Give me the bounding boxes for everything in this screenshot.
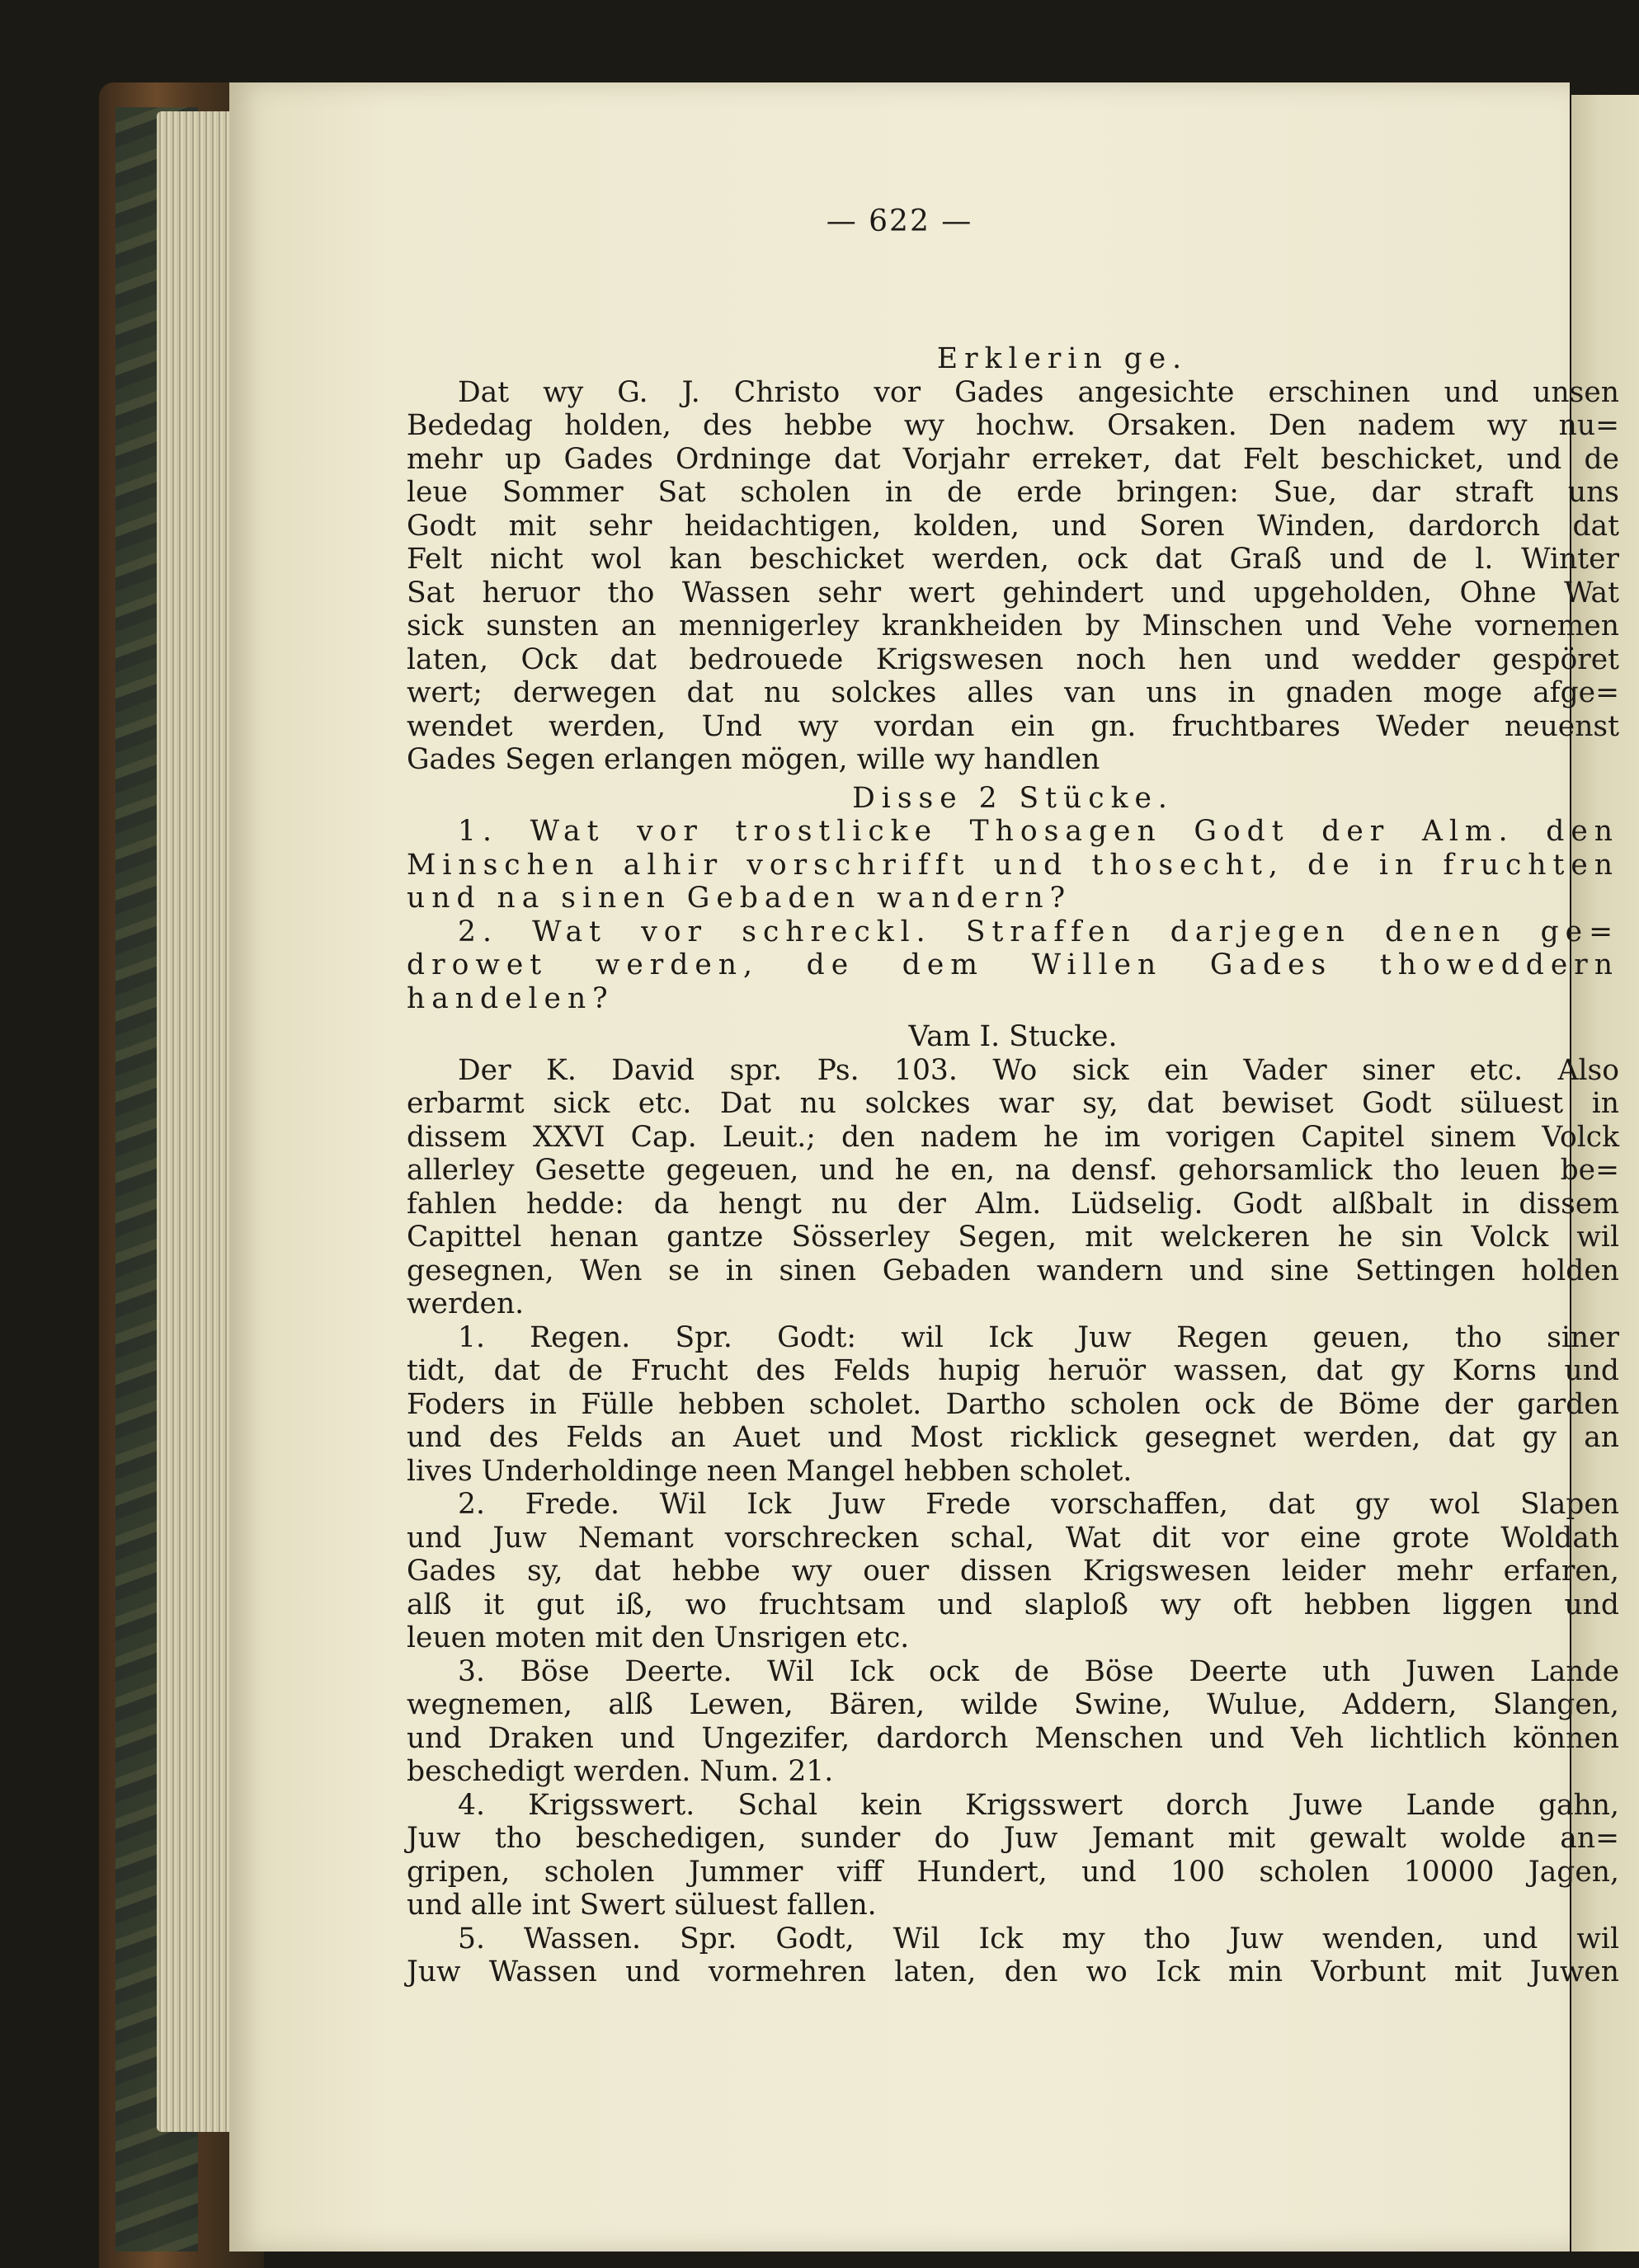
text-line: Dat wy G. J. Christo vor Gades angesichte erschinen und unsen: [458, 375, 1619, 409]
blessings-list: [407, 1321, 1619, 1989]
blessing-item: [407, 1789, 1619, 1922]
text-line: Minschen alhir vorschrifft und thosecht, de in fruchten: [407, 848, 1619, 882]
page-number: — 622 —: [826, 205, 973, 238]
text-line: sick sunsten an mennigerley krankheiden by Minschen und Vehe vornemen: [407, 609, 1619, 642]
text-line: allerley Gesette gegeuen, und he en, na densf. gehorsamlick tho leuen be=: [407, 1154, 1619, 1187]
blessing-item: [407, 1655, 1619, 1789]
text-line: Gades sy, dat hebbe wy ouer dissen Krigswesen leider mehr erfaren,: [407, 1555, 1619, 1588]
text-line: erbarmt sick etc. Dat nu solckes war sy, dat bewiset Godt süluest in: [407, 1087, 1619, 1120]
paragraph-2: [407, 1054, 1619, 1321]
text-line: Foders in Fülle hebben scholet. Dartho scholen ock de Böme der garden: [407, 1387, 1619, 1421]
text-line: tidt, dat de Frucht des Felds hupig heruör wassen, dat gy Korns und: [407, 1354, 1619, 1387]
text-line: Capittel henan gantze Sösserley Segen, mit welckeren he sin Volck wil: [407, 1221, 1619, 1254]
text-line: Juw tho beschedigen, sunder do Juw Jemant mit gewalt wolde an=: [407, 1822, 1619, 1855]
page-edges: [157, 111, 235, 2132]
text-line: beschedigt werden. Num. 21.: [407, 1755, 834, 1788]
text-line: gripen, scholen Jummer viff Hundert, und 100 scholen 10000 Jagen,: [407, 1855, 1619, 1889]
text-line: und Draken und Ungezifer, dardorch Menschen und Veh lichtlich können: [407, 1721, 1619, 1755]
text-line: 2. Frede. Wil Ick Juw Frede vorschaffen, dat gy wol Slapen: [458, 1488, 1619, 1521]
question-item: [407, 815, 1619, 915]
heading-erkleringe: Erklerin ge.: [936, 342, 1189, 375]
text-line: alß it gut iß, wo fruchtsam und slaploß wy oft hebben liggen und: [407, 1588, 1619, 1621]
text-line: Bededag holden, des hebbe wy hochw. Orsaken. Den nadem wy nu=: [407, 409, 1619, 442]
text-line: und na sinen Gebaden wandern?: [407, 882, 1072, 915]
blessing-item: [407, 1922, 1619, 1989]
text-line: Godt mit sehr heidachtigen, kolden, und Soren Winden, dardorch dat: [407, 509, 1619, 543]
heading-vam-stucke: Vam I. Stucke.: [908, 1020, 1118, 1053]
text-line: Der K. David spr. Ps. 103. Wo sick ein Vader siner etc. Also: [458, 1053, 1619, 1087]
text-line: fahlen hedde: da hengt nu der Alm. Lüdselig. Godt alßbalt in dissem: [407, 1187, 1619, 1221]
text-line: und Juw Nemant vorschrecken schal, Wat dit vor eine grote Woldath: [407, 1521, 1619, 1555]
text-line: wert; derwegen dat nu solckes alles van uns in gnaden moge afge=: [407, 676, 1619, 709]
text-line: Juw Wassen und vormehren laten, den wo Ick min Vorbunt mit Juwen: [407, 1955, 1619, 1988]
text-line: 2. Wat vor schreckl. Straffen darjegen denen ge=: [458, 915, 1619, 948]
text-line: lives Underholdinge neen Mangel hebben scholet.: [407, 1454, 1133, 1488]
question-item: [407, 915, 1619, 1016]
page-text: [407, 342, 1619, 1989]
text-line: und des Felds an Auet und Most ricklick gesegnet werden, dat gy an: [407, 1421, 1619, 1454]
paragraph-1: [407, 376, 1619, 777]
heading-disse-stucke: Disse 2 Stücke.: [852, 781, 1174, 815]
text-line: Felt nicht wol kan beschicket werden, ock dat Graß und de l. Winter: [407, 543, 1619, 576]
book-page: [229, 82, 1619, 2252]
text-line: 1. Wat vor trostlicke Thosagen Godt der Alm. den: [458, 815, 1619, 848]
text-line: mehr up Gades Ordninge dat Vorjahr errekeт, dat Felt beschicket, und de: [407, 442, 1619, 476]
text-line: 4. Krigsswert. Schal kein Krigsswert dorch Juwe Lande gahn,: [458, 1788, 1619, 1822]
text-line: wendet werden, Und wy vordan ein gn. fruchtbares Weder neuenst: [407, 709, 1619, 743]
text-line: handelen?: [407, 981, 615, 1015]
blessing-item: [407, 1488, 1619, 1655]
text-line: dissem XXVI Cap. Leuit.; den nadem he im vorigen Capitel sinem Volck: [407, 1120, 1619, 1154]
text-line: 1. Regen. Spr. Godt: wil Ick Juw Regen geuen, tho siner: [458, 1320, 1619, 1354]
text-line: werden.: [407, 1287, 525, 1320]
text-line: gesegnen, Wen se in sinen Gebaden wandern und sine Settingen holden: [407, 1254, 1619, 1287]
text-line: leue Sommer Sat scholen in de erde bringen: Sue, dar straft uns: [407, 476, 1619, 509]
text-line: drowet werden, de dem Willen Gades thoweddern: [407, 948, 1619, 981]
text-line: Sat heruor tho Wassen sehr wert gehindert und upgeholden, Ohne Wat: [407, 576, 1619, 609]
text-line: wegnemen, alß Lewen, Bären, wilde Swine, Wulue, Addern, Slangen,: [407, 1688, 1619, 1721]
questions-list: [407, 815, 1619, 1015]
text-line: und alle int Swert süluest fallen.: [407, 1889, 877, 1922]
text-line: 3. Böse Deerte. Wil Ick ock de Böse Deerte uth Juwen Lande: [458, 1654, 1619, 1688]
text-line: laten, Ock dat bedrouede Krigswesen noch hen und wedder gespöret: [407, 642, 1619, 676]
blessing-item: [407, 1321, 1619, 1489]
text-line: leuen moten mit den Unsrigen etc.: [407, 1621, 910, 1654]
text-line: Gades Segen erlangen mögen, wille wy handlen: [407, 743, 1100, 776]
text-line: 5. Wassen. Spr. Godt, Wil Ick my tho Juw wenden, und wil: [458, 1922, 1619, 1955]
